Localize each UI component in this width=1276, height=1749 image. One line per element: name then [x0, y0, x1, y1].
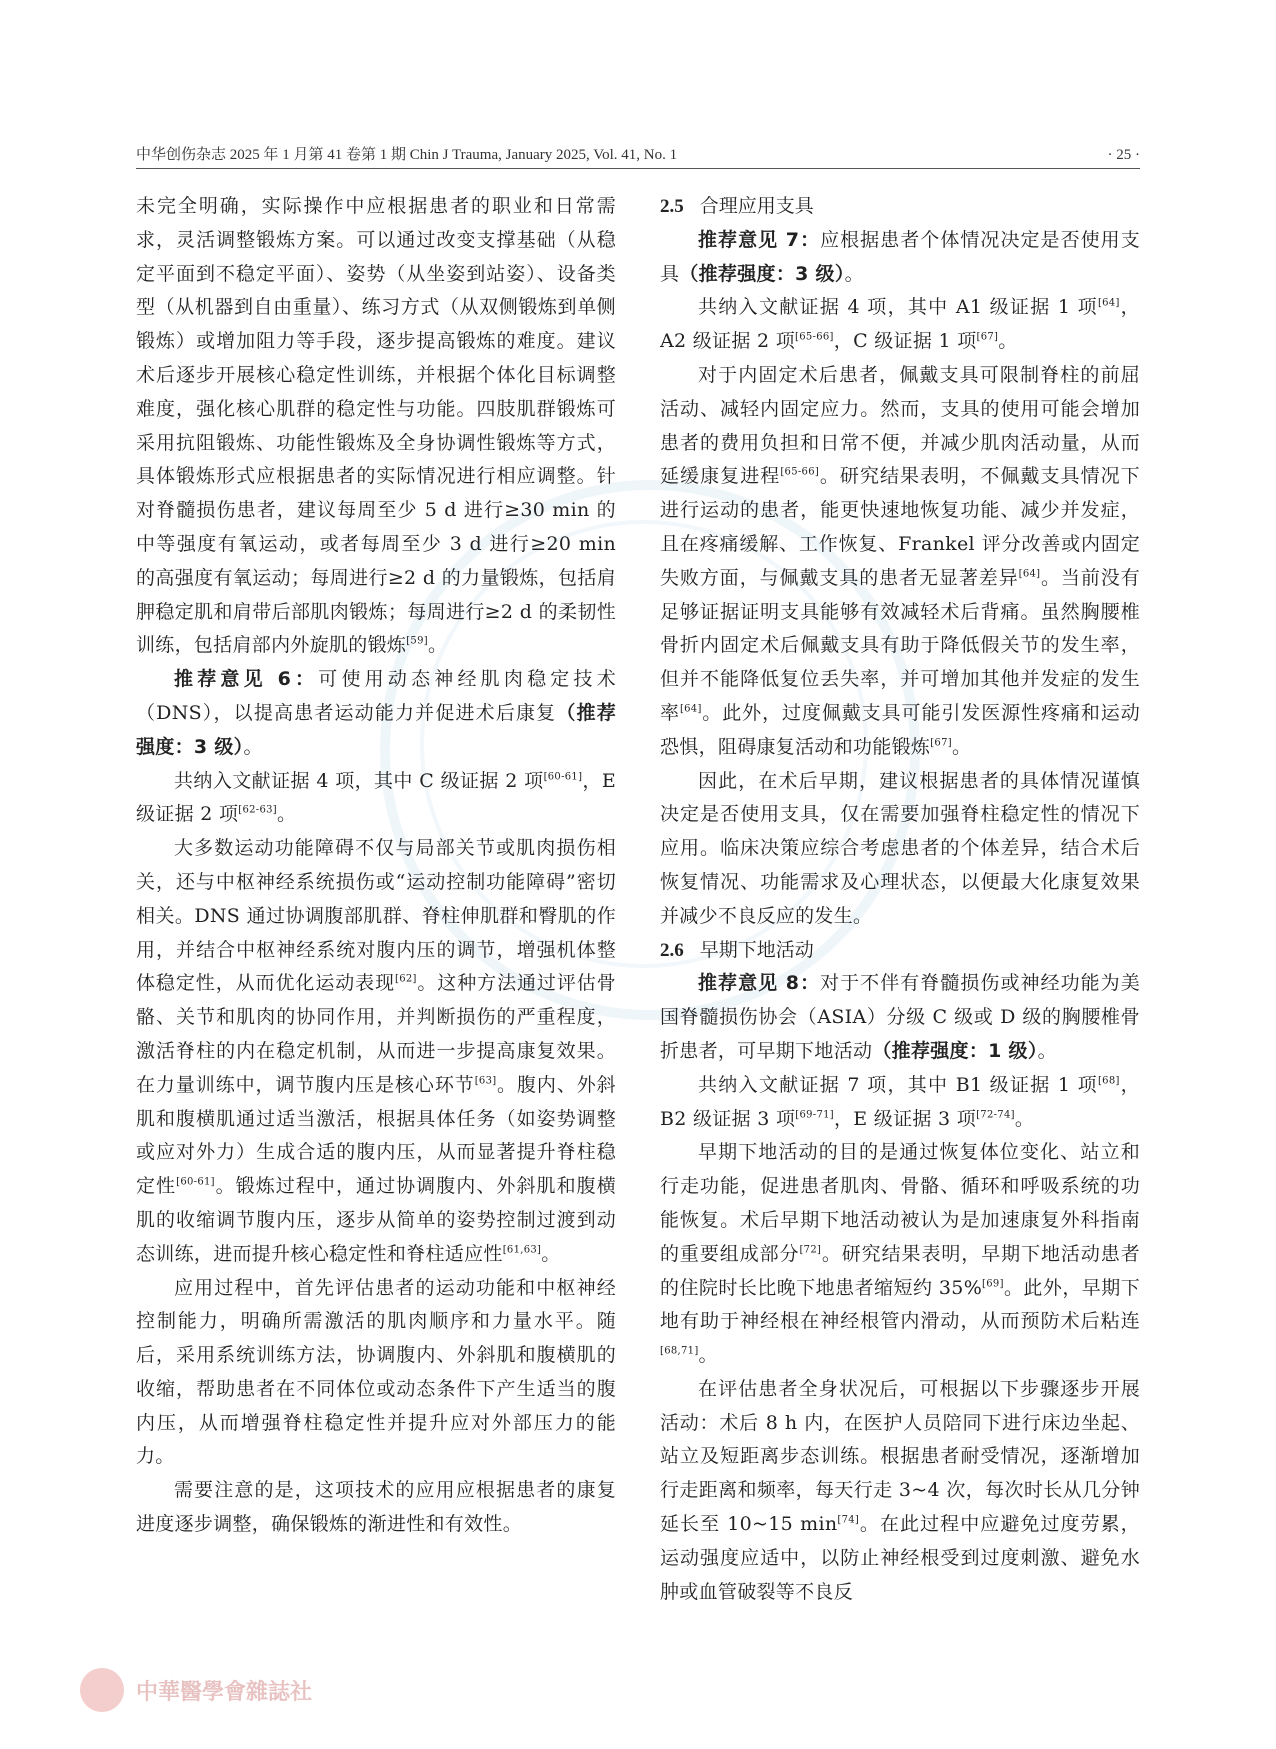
paragraph [660, 291, 1140, 359]
recommendation [660, 224, 1140, 292]
recommendation [660, 967, 1140, 1068]
section-title: 合理应用支具 [699, 195, 814, 217]
recommendation-label: 推荐意见 6： [174, 668, 319, 691]
text-segment: 。 [427, 634, 448, 657]
text-segment: 。研究结果表明，不佩戴支具情况下进行运动的患者，能更快速地恢复功能、减少并发症，且在疼痛缓解、工作恢复、Frankel 评分改善或内固定失败方面，与佩戴支具的患者无显著差异 [660, 465, 1140, 589]
text-segment: 。 [844, 262, 864, 285]
text-segment: 大多数运动功能障碍不仅与局部关节或肌肉损伤相关，还与中枢神经系统损伤或“运动控制功能障碍”密切相关。DNS 通过协调腹部肌群、脊柱伸肌群和臀肌的作用，并结合中枢神经系统对腹内压的调节，增强机体整体稳定性，从而优化运动表现 [136, 837, 616, 995]
citation-ref: [67] [976, 331, 999, 343]
citation-ref: [59] [406, 636, 428, 648]
recommendation-strength: （推荐强度：3 级） [679, 262, 845, 285]
citation-ref: [64] [1018, 568, 1041, 580]
paragraph [660, 359, 1140, 765]
citation-ref: [68,71] [660, 1345, 699, 1357]
section-number: 2.5 [660, 196, 684, 217]
recommendation-label: 推荐意见 8： [698, 972, 821, 995]
text-segment: 。 [243, 735, 263, 758]
right-column [660, 190, 1140, 1690]
text-segment: 。 [951, 735, 972, 758]
running-header [136, 138, 1140, 169]
page-number: · 25 · [1107, 147, 1140, 163]
text-segment: 。 [698, 1344, 718, 1367]
text-segment: ，A2 级证据 2 项 [660, 296, 1140, 353]
paragraph [136, 765, 616, 833]
text-segment: 共纳入文献证据 7 项，其中 B1 级证据 1 项 [698, 1073, 1098, 1096]
left-column [136, 190, 616, 1690]
text-segment: 。这种方法通过评估骨骼、关节和肌肉的协同作用，并判断损伤的严重程度，激活脊柱的内在稳定机制，从而进一步提高康复效果。在力量训练中，调节腹内压是核心环节 [136, 972, 616, 1096]
recommendation-text: 可使用动态神经肌肉稳定技术（DNS），以提高患者运动能力并促进术后康复 [136, 668, 616, 724]
citation-ref: [62-63] [238, 805, 278, 817]
body-columns [136, 190, 1140, 1690]
journal-citation: 中华创伤杂志 2025 年 1 月第 41 卷第 1 期 Chin J Trauma, January 2025, Vol. 41, No. 1 [136, 147, 678, 163]
citation-ref: [65-66] [795, 331, 834, 343]
text-segment: ，B2 级证据 3 项 [660, 1073, 1140, 1130]
citation-ref: [60-61] [543, 771, 583, 783]
text-segment: 因此，在术后早期，建议根据患者的具体情况谨慎决定是否使用支具，仅在需要加强脊柱稳定性的情况下应用。临床决策应综合考虑患者的个体差异，结合术后恢复情况、功能需求及心理状态，以便最大化康复效果并减少不良反应的发生。 [660, 769, 1140, 927]
paragraph [136, 1474, 616, 1542]
citation-ref: [68] [1097, 1075, 1120, 1087]
text-segment: 。此外，过度佩戴支具可能引发医源性疼痛和运动恐惧，阻碍康复活动和功能锻炼 [660, 701, 1140, 758]
citation-ref: [72] [799, 1244, 822, 1256]
paragraph [660, 1069, 1140, 1137]
text-segment: 需要注意的是，这项技术的应用应根据患者的康复进度逐步调整，确保锻炼的渐进性和有效性。 [136, 1479, 616, 1536]
publisher-flower-icon [80, 1668, 124, 1712]
text-segment: 共纳入文献证据 4 项，其中 A1 级证据 1 项 [698, 296, 1098, 319]
citation-ref: [61,63] [502, 1244, 542, 1256]
text-segment: 。腹内、外斜肌和腹横肌通过适当激活，根据具体任务（如姿势调整或应对外力）生成合适的腹内压，从而显著提升脊柱稳定性 [136, 1073, 616, 1198]
text-segment: 。在此过程中应避免过度劳累，运动强度应适中，以防止神经根受到过度刺激、避免水肿或血管破裂等不良反 [660, 1513, 1140, 1603]
citation-ref: [74] [837, 1514, 860, 1526]
recommendation-strength: （推荐强度：3 级） [136, 701, 616, 758]
section-title: 早期下地活动 [699, 938, 814, 961]
text-segment: ，E 级证据 2 项 [136, 769, 616, 826]
recommendation-text: 对于不伴有脊髓损伤或神经功能为美国脊髓损伤协会（ASIA）分级 C 级或 D 级的胸腰椎骨折患者，可早期下地活动 [660, 972, 1140, 1062]
text-segment: 对于内固定术后患者，佩戴支具可限制脊柱的前屈活动、减轻内固定应力。然而，支具的使用可能会增加患者的费用负担和日常不便，并减少肌肉活动量，从而延缓康复进程 [660, 363, 1140, 488]
citation-ref: [72-74] [976, 1109, 1015, 1121]
text-segment: 在评估患者全身状况后，可根据以下步骤逐步开展活动：术后 8 h 内，在医护人员陪同下进行床边坐起、站立及短距离步态训练。根据患者耐受情况，逐渐增加行走距离和频率，每天行走 3~4 次，每次时长从几分钟延长至 10~15 min [660, 1377, 1140, 1536]
text-segment: 未完全明确，实际操作中应根据患者的职业和日常需求，灵活调整锻炼方案。可以通过改变支撑基础（从稳定平面到不稳定平面）、姿势（从坐姿到站姿）、设备类型（从机器到自由重量）、练习方式（从双侧锻炼到单侧锻炼）或增加阻力等手段，逐步提高锻炼的难度。建议术后逐步开展核心稳定性训练，并根据个体化目标调整难度，强化核心肌群的稳定性与功能。四肢肌群锻炼可采用抗阻锻炼、功能性锻炼及全身协调性锻炼等方式，具体锻炼形式应根据患者的实际情况进行相应调整。针对脊髓损伤患者，建议每周至少 5 d 进行≥30 min 的中等强度有氧运动，或者每周至少 3 d 进行≥20 min 的高强度有氧运动；每周进行≥2 d 的力量锻炼，包括肩胛稳定肌和肩带后部肌肉锻炼；每周进行≥2 d 的柔韧性训练，包括肩部内外旋肌的锻炼 [136, 195, 616, 657]
text-segment: 。 [277, 803, 297, 826]
recommendation-label: 推荐意见 7： [698, 228, 821, 251]
recommendation-text: 应根据患者个体情况决定是否使用支具 [660, 228, 1140, 285]
paragraph [136, 190, 616, 663]
text-segment: 。锻炼过程中，通过协调腹内、外斜肌和腹横肌的收缩调节腹内压，逐步从简单的姿势控制过渡到动态训练，进而提升核心稳定性和脊柱适应性 [136, 1175, 616, 1265]
citation-ref: [60-61] [176, 1176, 215, 1188]
paragraph [660, 1373, 1140, 1610]
citation-ref: [67] [930, 737, 952, 749]
publisher-name: 中華醫學會雜誌社 [136, 1679, 313, 1705]
recommendation-strength: （推荐强度：1 级） [872, 1039, 1038, 1062]
text-segment: ，E 级证据 3 项 [834, 1107, 977, 1130]
text-segment: 早期下地活动的目的是通过恢复体位变化、站立和行走功能，促进患者肌肉、骨骼、循环和呼吸系统的功能恢复。术后早期下地活动被认为是加速康复外科指南的重要组成部分 [660, 1141, 1140, 1265]
citation-ref: [65-66] [780, 467, 820, 479]
text-segment: 。研究结果表明，早期下地活动患者的住院时长比晚下地患者缩短约 35% [660, 1242, 1140, 1299]
paragraph [660, 765, 1140, 934]
publisher-logo [80, 1665, 640, 1715]
citation-ref: [69-71] [795, 1109, 834, 1121]
text-segment: 。此外，早期下地有助于神经根在神经根管内滑动，从而预防术后粘连 [660, 1276, 1140, 1333]
citation-ref: [62] [395, 974, 417, 985]
citation-ref: [69] [982, 1278, 1004, 1290]
recommendation [136, 663, 616, 764]
text-segment: 。 [1037, 1039, 1057, 1062]
citation-ref: [64] [1097, 298, 1120, 310]
paragraph [136, 1272, 616, 1475]
section-heading [660, 934, 1140, 968]
text-segment: 。当前没有足够证据证明支具能够有效减轻术后背痛。虽然胸腰椎骨折内固定术后佩戴支具有助于降低假关节的发生率，但并不能降低复位丢失率，并可增加其他并发症的发生率 [660, 566, 1140, 724]
paragraph [660, 1136, 1140, 1373]
text-segment: 。 [998, 330, 1018, 353]
citation-ref: [64] [679, 703, 702, 715]
text-segment: 应用过程中，首先评估患者的运动功能和中枢神经控制能力，明确所需激活的肌肉顺序和力量水平。随后，采用系统训练方法，协调腹内、外斜肌和腹横肌的收缩，帮助患者在不同体位或动态条件下产生适当的腹内压，从而增强脊柱稳定性并提升应对外部压力的能力。 [136, 1276, 616, 1468]
text-segment: ，C 级证据 1 项 [833, 330, 977, 353]
section-heading [660, 190, 1140, 224]
section-number: 2.6 [660, 939, 684, 961]
text-segment: 。 [1014, 1107, 1035, 1130]
text-segment: 共纳入文献证据 4 项，其中 C 级证据 2 项 [174, 769, 544, 792]
paragraph [136, 832, 616, 1271]
text-segment: 。 [541, 1242, 561, 1265]
citation-ref: [63] [474, 1075, 497, 1087]
